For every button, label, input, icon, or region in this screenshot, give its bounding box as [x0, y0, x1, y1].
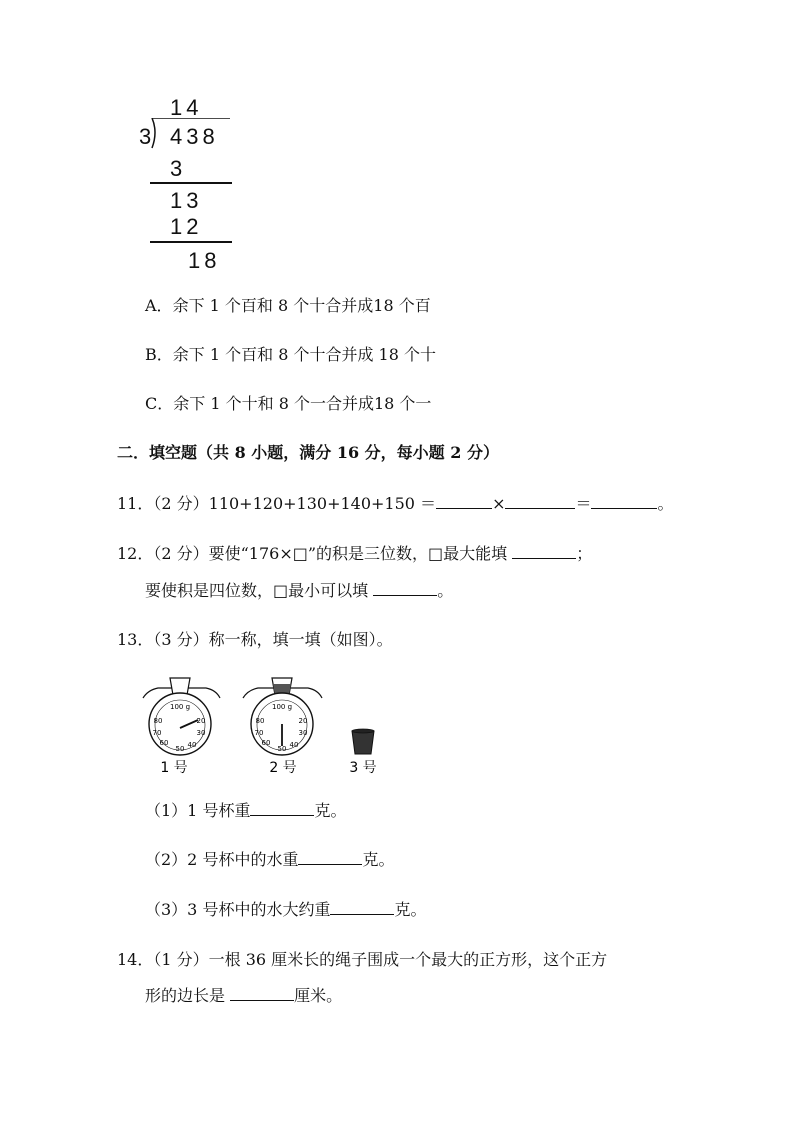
q14-blank[interactable] [230, 986, 294, 1001]
scale-1-tick-50: 50 [175, 745, 185, 753]
q13-blank-3[interactable] [330, 900, 394, 915]
q13-sub-1-end: 克。 [314, 801, 347, 820]
option-a-text: 余下 1 个百和 8 个十合并成18 个百 [172, 296, 431, 315]
quotient: 14 [170, 95, 203, 120]
q14-text: 形的边长是 [145, 986, 226, 1005]
q12-text-2: 要使积是四位数，□最小可以填 [145, 581, 369, 600]
q11-expression: 110+120+130+140+150 ＝ [208, 494, 437, 513]
scale-2-tick-20: 20 [298, 717, 308, 725]
option-b-text: 余下 1 个百和 8 个十合并成 18 个十 [172, 345, 437, 364]
q13-blank-2[interactable] [298, 850, 362, 865]
q13-sub-2 [145, 850, 394, 869]
divisor: 3 [139, 124, 156, 149]
option-a-letter: A． [145, 296, 173, 315]
scale-2-tick-40: 40 [289, 741, 299, 749]
scale-1-label: 1 号 [160, 760, 188, 776]
q13-sub-2-text: （2）2 号杯中的水重 [145, 850, 299, 869]
scale-1-unit: 100 g [169, 703, 191, 711]
division-step-3: 12 [170, 214, 203, 239]
division-rule-2 [150, 241, 232, 243]
q13-blank-1[interactable] [250, 801, 314, 816]
dividend: 438 [170, 124, 219, 149]
scale-2-label: 2 号 [269, 760, 297, 776]
option-c[interactable] [145, 394, 431, 413]
cup-3-icon [352, 731, 374, 754]
q12-end-2: 。 [437, 581, 454, 600]
scale-1-tick-70: 70 [152, 729, 162, 737]
scale-2-tick-80: 80 [255, 717, 265, 725]
division-rule-1 [150, 182, 232, 184]
q13-sub-1 [145, 801, 346, 820]
option-a[interactable] [145, 296, 431, 315]
q13-sub-3 [145, 900, 426, 919]
question-13-title: 13．（3 分）称一称，填一填（如图）。 [117, 630, 393, 649]
scale-2-tick-30: 30 [298, 729, 308, 737]
scale-2-tick-70: 70 [254, 729, 264, 737]
q11-blank-2[interactable] [505, 494, 575, 509]
scale-1-tick-30: 30 [196, 729, 206, 737]
question-11 [117, 494, 674, 513]
scale-1-tick-60: 60 [159, 739, 169, 747]
question-12-line-2 [145, 581, 453, 600]
q12-blank-1[interactable] [512, 544, 576, 559]
option-b-letter: B． [145, 345, 173, 364]
scale-2-tick-60: 60 [261, 739, 271, 747]
section-title: 二．填空题（共 8 小题，满分 16 分，每小题 2 分） [117, 443, 499, 462]
q12-end-1: ； [576, 544, 593, 563]
option-c-text: 余下 1 个十和 8 个一合并成18 个一 [173, 394, 432, 413]
question-14-line-2 [145, 986, 342, 1005]
q11-times: × [492, 494, 506, 513]
division-step-4: 18 [188, 248, 221, 273]
q11-equals: ＝ [575, 494, 592, 513]
q13-sub-3-text: （3）3 号杯中的水大约重 [145, 900, 331, 919]
scale-2 [243, 678, 322, 755]
scale-1-tick-40: 40 [187, 741, 197, 749]
question-12-line-1 [117, 544, 592, 563]
option-b[interactable] [145, 345, 436, 364]
q13-sub-3-end: 克。 [394, 900, 427, 919]
scales-figure [140, 672, 390, 780]
scale-1-tick-20: 20 [196, 717, 206, 725]
q11-blank-3[interactable] [591, 494, 657, 509]
q11-number: 11．（2 分） [117, 494, 209, 513]
division-step-2: 13 [170, 188, 203, 213]
cup-3-label: 3 号 [349, 760, 377, 776]
q13-sub-2-end: 克。 [362, 850, 395, 869]
q12-text-1: 12．（2 分）要使“176×□”的积是三位数，□最大能填 [117, 544, 508, 563]
q11-blank-1[interactable] [436, 494, 492, 509]
q14-end: 厘米。 [294, 986, 343, 1005]
q11-end: 。 [657, 494, 674, 513]
option-c-letter: C． [145, 394, 174, 413]
scale-2-tick-50: 50 [277, 745, 287, 753]
question-14-line-1: 14．（1 分）一根 36 厘米长的绳子围成一个最大的正方形，这个正方 [117, 950, 608, 969]
division-step-1: 3 [170, 156, 187, 181]
scale-2-unit: 100 g [271, 703, 293, 711]
q13-sub-1-text: （1）1 号杯重 [145, 801, 251, 820]
q12-blank-2[interactable] [373, 581, 437, 596]
scale-1 [143, 678, 220, 755]
scale-1-tick-80: 80 [153, 717, 163, 725]
